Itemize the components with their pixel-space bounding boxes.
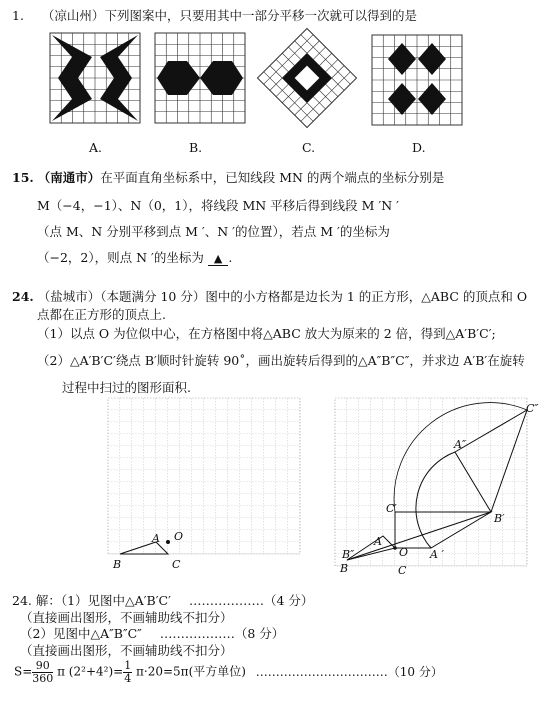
q15-answer: ▲ [208,252,228,266]
solution-dots1: ………………（4 分） [188,593,314,608]
solution-line1 [12,591,313,609]
frac2-den: 4 [124,671,132,685]
right-label-a1: A ′ [430,548,444,561]
q24-number: 24. [12,289,34,304]
q15-number: 15. [12,170,34,185]
right-label-c: C [398,564,407,577]
q15-source: （南通市） [37,170,101,185]
solution-line2 [20,624,284,642]
q15-line4 [37,248,232,266]
right-label-a2: A″ [454,438,467,451]
option-d: D. [412,140,426,155]
pattern-d [372,35,462,125]
option-c: C. [302,140,316,155]
option-b: B. [189,140,203,155]
right-label-c1: C′ [386,502,397,515]
q1-line [12,6,417,24]
right-label-b2: B″ [342,548,355,561]
solution-note2: （直接画出图形，不画辅助线不扣分） [20,643,233,658]
q15-end: . [228,250,233,265]
left-label-a: A [152,532,160,545]
fraction-1-4 [123,660,132,684]
q1-source: （凉山州） [41,8,105,23]
q15-text-4: （−2，2），则点 N ′的坐标为 [37,250,204,265]
right-label-b1: B′ [494,512,505,525]
solution-formula [14,660,443,684]
q24-text-2: 点都在正方形的顶点上. [37,307,166,322]
q1-text: 下列图案中，只要用其中一部分平移一次就可以得到的是 [104,8,417,23]
q24-text-1: 图中的小方格都是边长为 1 的正方形，△ABC 的顶点和 O [205,289,528,304]
solution-part2: （2）见图中△A″B″C″ [20,626,142,641]
right-label-b: B [340,562,349,575]
option-a: A. [89,140,103,155]
left-label-b: B [113,558,122,571]
pattern-b [155,33,245,123]
q24-part2: （2）△A′B′C′绕点 B′顺时针旋转 90˚，画出旋转后得到的△A″B″C″，并求边 A′B′在旋转 [37,353,525,368]
q24-score: （本题满分 10 分） [100,289,206,304]
solution-dots2: ………………（8 分） [159,626,285,641]
q15-text-3: （点 M、N 分别平移到点 M ′、N ′的位置），若点 M ′的坐标为 [37,224,390,239]
q15-line1 [12,168,444,186]
right-label-o: O [399,546,409,559]
frac1-den: 360 [32,671,54,685]
left-label-c: C [172,558,181,571]
solution-dots3: ……………………………（10 分） [255,664,443,679]
formula-s: S= [14,664,33,679]
right-label-c2: C″ [526,402,539,415]
q1-number: 1. [12,8,24,23]
frac2-num: 1 [124,659,132,672]
q15-text-2: M（−4，−1）、N（0，1），将线段 MN 平移后得到线段 M ′N ′ [37,198,400,213]
q24-line1 [12,287,527,305]
right-label-a: A [374,535,382,548]
figure-right-grid [335,398,535,568]
frac1-num: 90 [32,660,53,673]
fraction-90-360 [32,660,53,684]
pattern-a [50,33,140,123]
q24-part1: （1）以点 O 为位似中心，在方格图中将△ABC 放大为原来的 2 倍，得到△A′B′C′; [37,326,496,341]
left-label-o: O [174,530,184,543]
formula-mid: π (2²+4²)= [57,664,124,679]
solution-note1: （直接画出图形，不画辅助线不扣分） [20,610,233,625]
q24-part2b: 过程中扫过的图形面积. [62,380,191,395]
figure-left-grid [108,398,308,568]
solution-head: 24. 解：（1）见图中△A′B′C′ [12,593,171,608]
q15-text-1: 在平面直角坐标系中，已知线段 MN 的两个端点的坐标分别是 [100,170,445,185]
q24-source: （盐城市） [37,289,101,304]
formula-tail: π·20=5π(平方单位) [136,664,246,679]
pattern-c [257,28,357,128]
